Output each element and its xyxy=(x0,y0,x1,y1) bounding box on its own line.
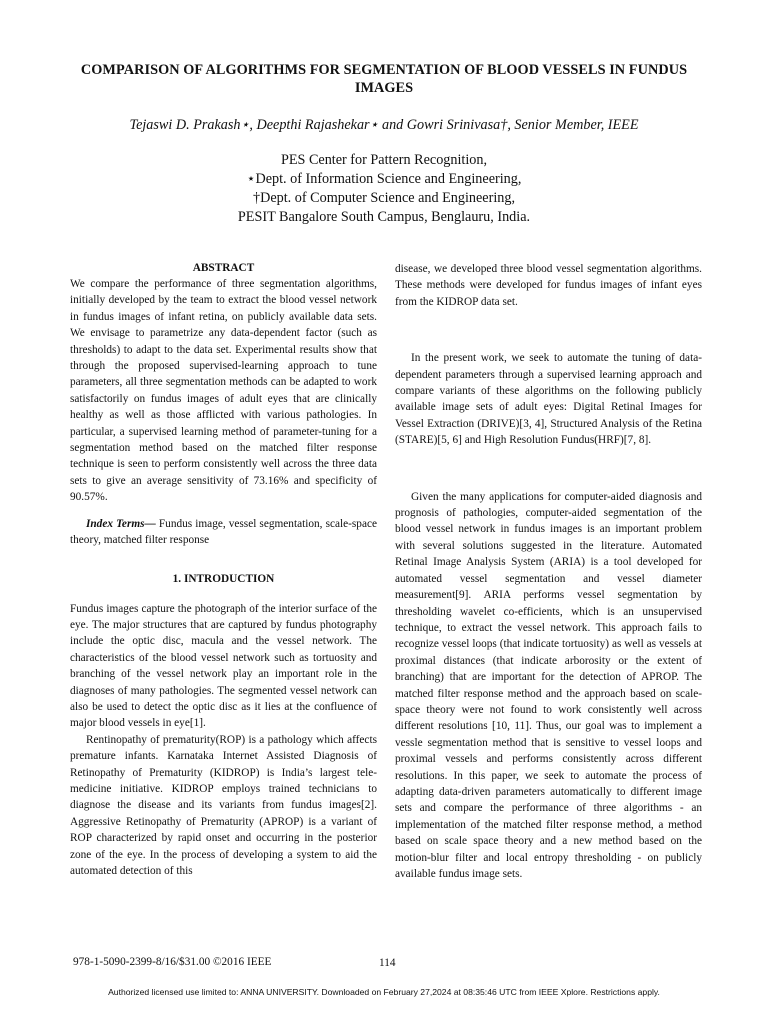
affiliation-line: PES Center for Pattern Recognition, xyxy=(280,152,488,168)
index-terms-label: Index Terms— xyxy=(86,517,156,530)
page-number: 114 xyxy=(379,957,396,969)
right-column xyxy=(395,261,702,882)
right-paragraph-1: disease, we developed three blood vessel segmentation algorithms. These methods were developed for fundus images of infant eyes from the KIDROP data set. xyxy=(395,263,702,308)
intro-paragraph-1: Fundus images capture the photograph of the interior surface of the eye. The major structures that are captured by fundus photography include the optic disc, macula and the vessel network. The characteristics of the blood vessel network such as tortuosity and branching of the vessel network play an important role in the diagnoses of many pathologies. The segmented vessel network can also be used to detect the optic disc as it lies at the confluence of major blood vessels in eye[1]. xyxy=(70,602,377,730)
affiliation-line: ⋆Dept. of Information Science and Engineering, xyxy=(246,171,522,187)
right-paragraph-3: Given the many applications for computer-aided diagnosis and prognosis of pathologies, computer-aided segmentation of the blood vessel network in fundus images is an important problem with several solutions suggested in the literature. Automated Retinal Image Analysis System (ARIA) is a tool developed for automated vessel segmentation and vessel diameter measurement[9]. ARIA performs vessel segmentation by thresholding wavelet co-efficients, which is an unsupervised technique, to extract the vessel network. This approach fails to recognize vessel loops (that indicate tortuosity) as well as vessels at proximal distances (that indicate arborosity or the extent of branching) that are important for the detection of APROP. The matched filter response method and the approach based on scale-space theory were not found to work consistently well across different resolutions [10, 11]. Thus, our goal was to implement a vessle segmentation method that is sensitive to vessel loops and proximal vessels and performs consistently across different resolutions. In this paper, we seek to automate the process of adapting data-driven parameters automatically to different image sets and compare the performance of three algorithms - an implementation of the matched filter response method, a method based on scale space theory and a new method based on the motion-blur filter and local entropy thresholding - on publicly available fundus image sets. xyxy=(395,490,702,880)
affiliations xyxy=(40,151,728,227)
intro-paragraph-2: Rentinopathy of prematurity(ROP) is a pathology which affects premature infants. Karnataka Internet Assisted Diagnosis of Retinopathy of Prematurity (KIDROP) is India’s largest tele-medicine initiative. KIDROP employs trained technicians to diagnose the disease and its variants from fundus images[2]. Aggressive Retinopathy of Prematurity (APROP) is a variant of ROP characterized by rapid onset and occurring in the posterior zone of the eye. In the process of developing a system to aid the automated detection of this xyxy=(70,733,377,877)
right-paragraph-2: In the present work, we seek to automate the tuning of data-dependent parameters through a supervised learning approach and compare variants of these algorithms on the following publicly available image sets of adult eyes: Digital Retinal Images for Vessel Extraction (DRIVE)[3, 4], Structured Analysis of the Retina (STARE)[5, 6] and High Resolution Fundus(HRF)[7, 8]. xyxy=(395,352,702,447)
author-list: Tejaswi D. Prakash⋆, Deepthi Rajashekar⋆ and Gowri Srinivasa†, Senior Member, IEEE xyxy=(129,117,639,133)
copyright-footer: 978-1-5090-2399-8/16/$31.00 ©2016 IEEE xyxy=(73,956,272,968)
abstract-heading: ABSTRACT xyxy=(192,262,255,274)
introduction-heading: 1. INTRODUCTION xyxy=(172,572,275,585)
title-line-1: COMPARISON OF ALGORITHMS FOR SEGMENTATION OF BLOOD VESSELS IN FUNDUS xyxy=(80,62,688,78)
affiliation-line: PESIT Bangalore South Campus, Benglauru, India. xyxy=(237,209,531,225)
index-terms xyxy=(70,516,377,549)
left-column xyxy=(70,260,377,879)
paper-title xyxy=(50,61,718,97)
title-line-2: IMAGES xyxy=(354,80,414,96)
affiliation-line: †Dept. of Computer Science and Engineering, xyxy=(253,190,515,206)
abstract-text: We compare the performance of three segmentation algorithms, initially developed by the team to extract the blood vessel network in fundus images of infant retina, on publicly available data sets. We envisage to parametrize any data-dependent factor (such as thresholds) to adapt to the data set. Experimental results show that through the proposed supervised-learning approach to tune parameters, all three segmentation methods can be adapted to work satisfactorily on fundus images of adult eyes that are clinically healthy as well as those afflicted with various pathologies. In particular, a supervised learning method of parameter-tuning for a segmentation method based on the matched filter response technique is seen to perform consistently well across the three data sets to give an average sensitivity of 73.16% and specificity of 90.57%. xyxy=(70,278,377,504)
paragraph-gap xyxy=(395,310,702,350)
license-notice: Authorized licensed use limited to: ANNA UNIVERSITY. Downloaded on February 27,2024 at 08:35:46 UTC from IEEE Xplore. Restrictions apply. xyxy=(108,987,660,997)
index-terms-text: Fundus image, vessel segmentation, scale-space theory, matched filter response xyxy=(70,517,377,547)
paragraph-gap xyxy=(395,449,702,489)
